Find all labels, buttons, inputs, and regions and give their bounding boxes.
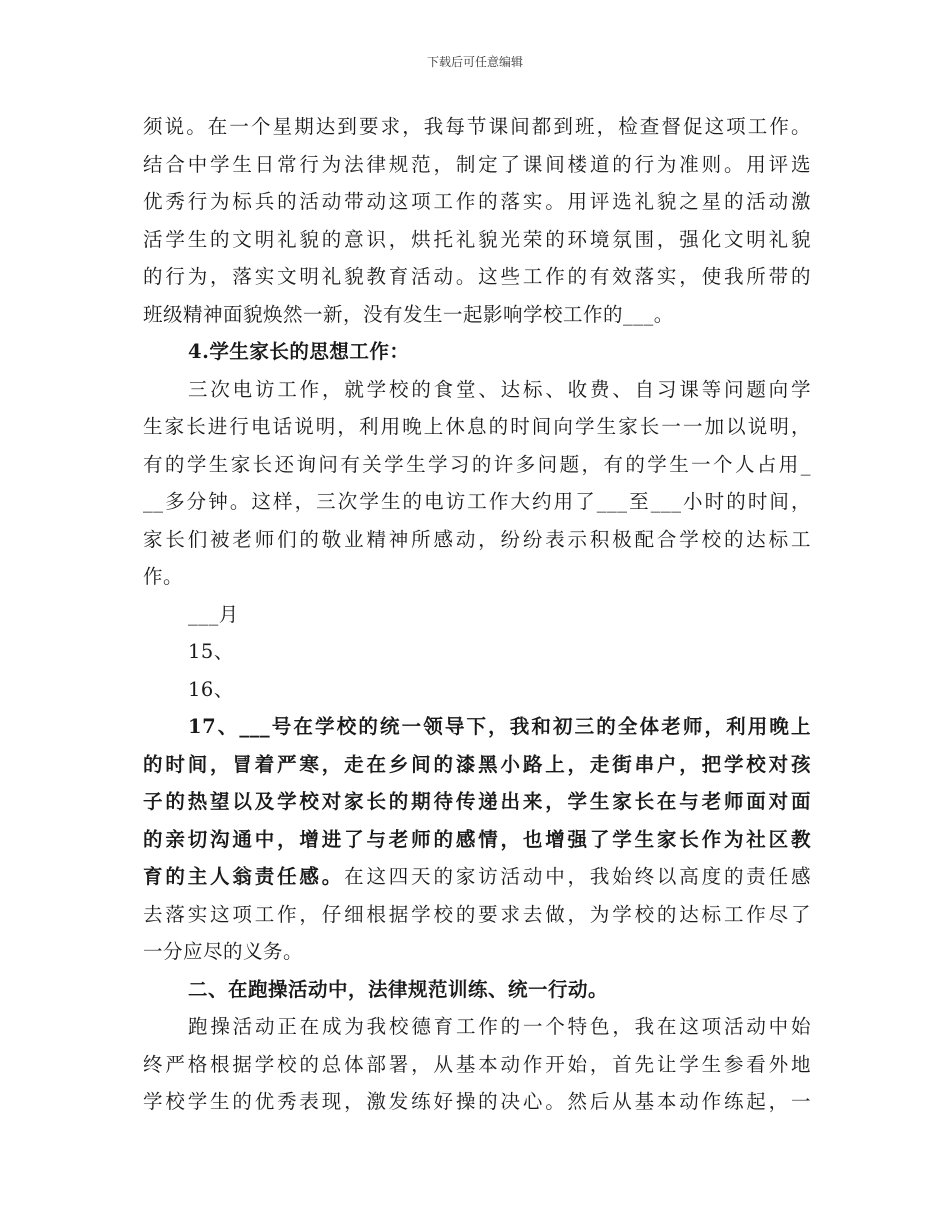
text-line: 去落实这项工作，仔细根据学校的要求去做，为学校的达标工作尽了 <box>143 902 811 926</box>
document-body <box>143 108 811 1121</box>
text-line: 的亲切沟通中，增进了与老师的感情，也增强了学生家长作为社区教 <box>143 827 811 851</box>
text-line: 优秀行为标兵的活动带动这项工作的落实。用评选礼貌之星的活动激 <box>143 190 811 213</box>
text-line: 生家长进行电话说明，利用晚上休息的时间向学生家长一一加以说明， <box>143 415 811 438</box>
text-line: 子的热望以及学校对家长的期待传递出来，学生家长在与老师面对面 <box>143 790 811 813</box>
text-line: 育的主人翁责任感。在这四天的家访活动中，我始终以高度的责任感 <box>143 865 811 888</box>
text-line: __多分钟。这样，三次学生的电访工作大约用了___至___小时的时间， <box>143 490 811 513</box>
text-line: 有的学生家长还询问有关学生学习的许多问题，有的学生一个人占用_ <box>143 452 811 476</box>
text-line: 17、___号在学校的统一领导下，我和初三的全体老师，利用晚上 <box>188 715 811 738</box>
page-header: 下载后可任意编辑 <box>426 55 523 69</box>
text-line: 活学生的文明礼貌的意识，烘托礼貌光荣的环境氛围，强化文明礼貌 <box>143 227 811 251</box>
text-line: 班级精神面貌焕然一新，没有发生一起影响学校工作的___。 <box>143 302 674 326</box>
text-line: 的行为，落实文明礼貌教育活动。这些工作的有效落实，使我所带的 <box>143 265 811 288</box>
text-line: 结合中学生日常行为法律规范，制定了课间楼道的行为准则。用评选 <box>143 152 811 176</box>
text-line: 16、 <box>188 677 234 701</box>
text-line: 学校学生的优秀表现，激发练好操的决心。然后从基本动作练起，一 <box>143 1090 811 1113</box>
text-line: 须说。在一个星期达到要求，我每节课间都到班，检查督促这项工作。 <box>143 115 811 138</box>
text-line: 15、 <box>188 640 234 663</box>
text-line: 家长们被老师们的敬业精神所感动，纷纷表示积极配合学校的达标工 <box>143 527 811 551</box>
text-line: 跑操活动正在成为我校德育工作的一个特色，我在这项活动中始 <box>188 1015 811 1038</box>
text-line: 4.学生家长的思想工作： <box>188 340 410 363</box>
text-line: 的时间，冒着严寒，走在乡间的漆黑小路上，走街串户，把学校对孩 <box>143 752 811 776</box>
text-line: ___月 <box>188 602 239 626</box>
text-line: 三次电访工作，就学校的食堂、达标、收费、自习课等问题向学 <box>188 377 811 401</box>
text-line: 作。 <box>143 565 184 588</box>
text-line: 二、在跑操活动中，法律规范训练、统一行动。 <box>188 977 609 1001</box>
text-line: 一分应尽的义务。 <box>143 940 304 963</box>
text-line: 终严格根据学校的总体部署，从基本动作开始，首先让学生参看外地 <box>143 1052 811 1076</box>
